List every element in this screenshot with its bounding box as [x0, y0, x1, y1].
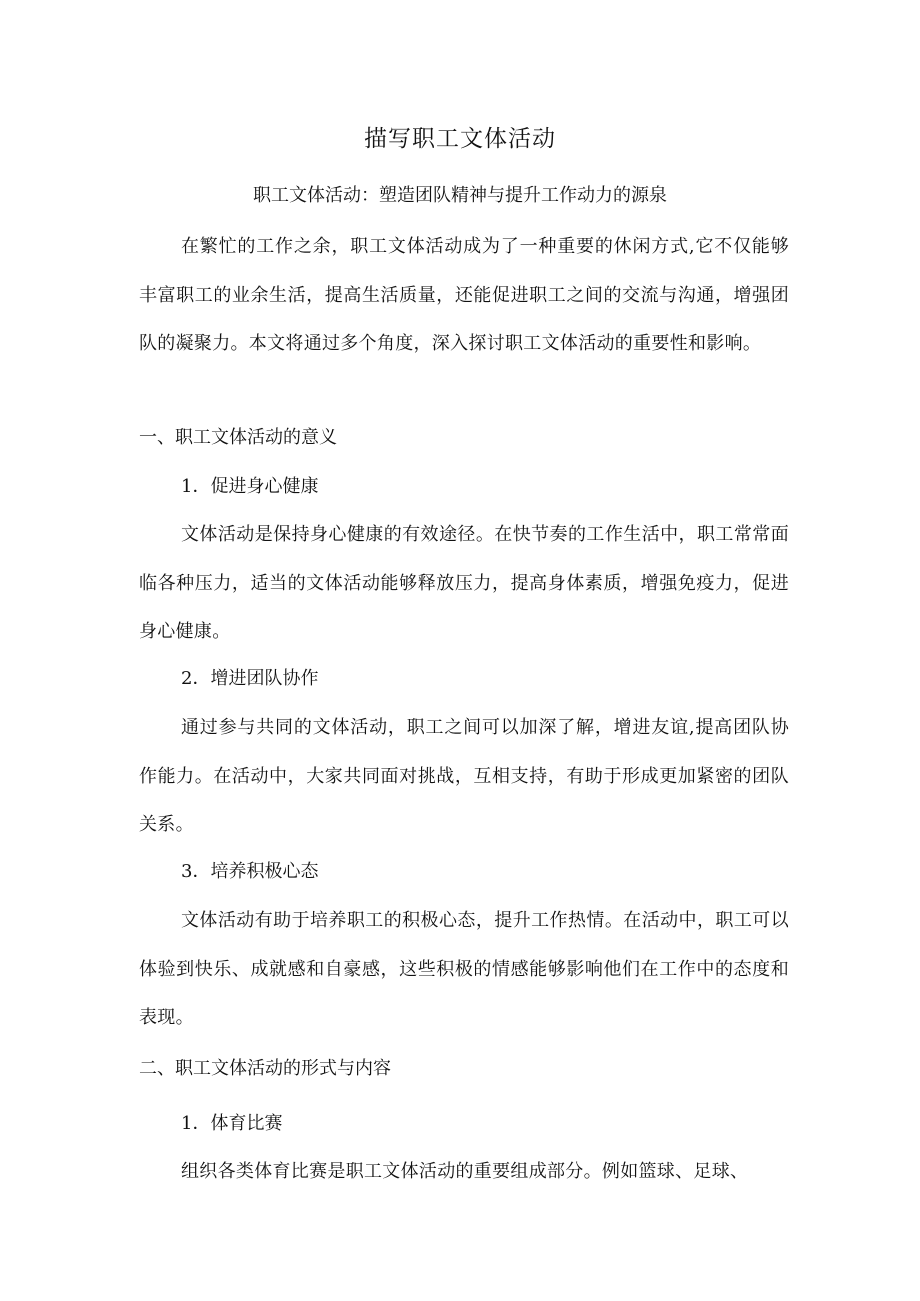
intro-paragraph: 在繁忙的工作之余，职工文体活动成为了一种重要的休闲方式,它不仅能够丰富职工的业余生活，提高生活质量，还能促进职工之间的交流与沟通，增强团队的凝聚力。本文将通过多个角度，深入探讨职工文体活动的重要性和影响。 — [139, 236, 789, 354]
subheading-teamwork: 2．增进团队协作 — [181, 668, 319, 689]
paragraph-attitude: 文体活动有助于培养职工的积极心态，提升工作热情。在活动中，职工可以体验到快乐、成就感和自豪感，这些积极的情感能够影响他们在工作中的态度和表现。 — [139, 910, 789, 1028]
subheading-sports: 1．体育比赛 — [181, 1113, 283, 1134]
document-title: 描写职工文体活动 — [364, 126, 556, 152]
section-heading-significance: 一、职工文体活动的意义 — [139, 427, 337, 448]
paragraph-teamwork: 通过参与共同的文体活动，职工之间可以加深了解，增进友谊,提高团队协作能力。在活动中，大家共同面对挑战，互相支持，有助于形成更加紧密的团队关系。 — [139, 717, 789, 835]
subheading-attitude: 3．培养积极心态 — [181, 861, 319, 882]
section-heading-forms: 二、职工文体活动的形式与内容 — [139, 1058, 391, 1079]
document-subtitle: 职工文体活动：塑造团队精神与提升工作动力的源泉 — [253, 185, 667, 206]
paragraph-sports: 组织各类体育比赛是职工文体活动的重要组成部分。例如篮球、足球、 — [181, 1161, 749, 1182]
subheading-health: 1．促进身心健康 — [181, 476, 319, 497]
paragraph-health: 文体活动是保持身心健康的有效途径。在快节奏的工作生活中，职工常常面临各种压力，适当的文体活动能够释放压力，提高身体素质，增强免疫力，促进身心健康。 — [139, 524, 789, 642]
